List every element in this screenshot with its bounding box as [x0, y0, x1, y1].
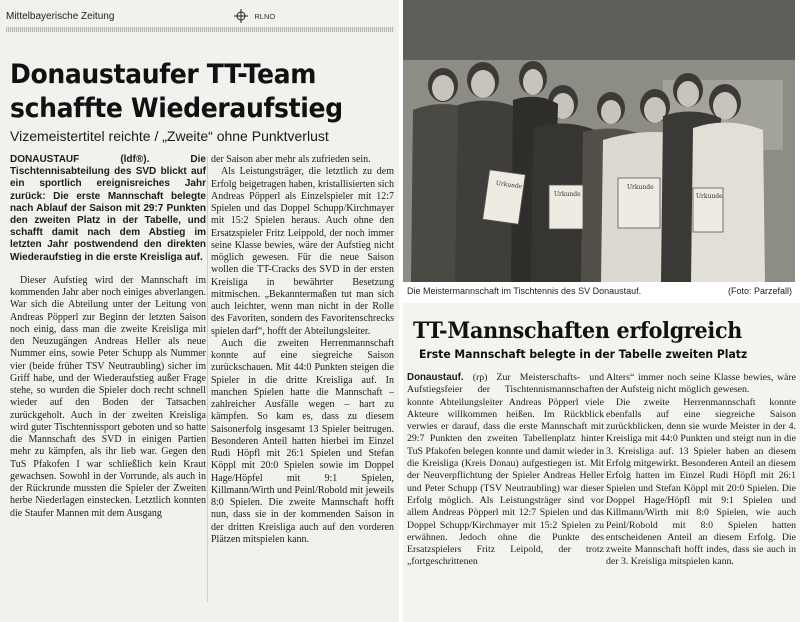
article-column-right — [211, 154, 394, 546]
certificate-text: Urkunde — [627, 184, 654, 191]
body-paragraph: Die zweite Herrenmannschaft konnte ebenfalls auf eine siegreiche Saison zurückblicken, denn sie wurde Meister in der 4. Kreisliga mit 44:0 Punkten und steigt nun in die 3. Kreisliga auf. 13 Spieler haben an diesem Erfolg mitgewirkt. Besonderen Anteil an diesem Erfolg hatten im Einzel Rudi Höpfl mit 26:1 Spielen und Stefan Köppl mit 20:0 Spielen. Die Doppel Hage/Höpfl mit 9:1 Spielen und Killmann/Wirth mit 8:0 Spielen, wie auch Peinl/Robold mit 8:0 Spielen hatten entscheidenen Anteil an diesem Erfolg. Die zweite Mannschaft hofft indes, dass sie auch in der 3. Kreisliga mitspielen kann. — [606, 396, 796, 568]
lead-paragraph: DONAUSTAUF (ldf®). Die Tischtennisabteilung des SVD blickt auf ein sportlich ereignisreiches Jahr zurück: Die erste Mannschaft belegte nach Ablauf der Saison mit 29:7 Punkten den zweiten Platz in der Tabelle, und schafft damit nach dem Abstieg im letzten Jahr postwendend den direkten Wiederaufstieg in die erste Kreisliga auf. — [10, 154, 206, 263]
photo-caption — [407, 286, 792, 296]
dateline: Donaustauf. — [407, 372, 464, 383]
article2-column-right — [606, 372, 796, 569]
headline-line-1: Donaustaufer TT-Team — [10, 59, 317, 90]
article-column-left — [10, 154, 206, 520]
subheadline-2: Erste Mannschaft belegte in der Tabelle zweiten Platz — [419, 347, 748, 361]
article2-column-left — [407, 372, 604, 569]
photo-credit: (Foto: Parzefall) — [727, 286, 792, 296]
team-photo — [403, 0, 795, 282]
certificate-text: Urkunde — [554, 191, 581, 198]
subheadline: Vizemeistertitel reichte / „Zweite“ ohne Punktverlust — [10, 128, 329, 144]
headline-2: TT-Mannschaften erfolgreich — [413, 318, 743, 344]
crosshair-icon — [234, 9, 248, 23]
headline — [10, 58, 368, 126]
masthead — [6, 6, 394, 26]
body-paragraph: der Saison aber mehr als zufrieden sein. — [211, 154, 371, 165]
certificate-text: Urkunde — [495, 179, 523, 191]
masthead-rule — [6, 27, 394, 32]
caption-text: Die Meistermannschaft im Tischtennis des SV Donaustauf. — [407, 286, 642, 296]
column-divider — [207, 156, 208, 602]
body-text: (rp) Zur Meisterschafts- und Aufstiegsfeier der Tischtennismannschaften konnte Abteilungsleiter Andreas Pöpperl viele Akteure willkommen heißen. Im Rückblick verwies er darauf, dass die erste Mannschaft mit 29:7 Punkten den zweiten Tabellenplatz hinter TuS Pfakofen belegen konnte und damit wieder in die Kreisliga (Kreis Donau) aufgestiegen ist. Mit der Neuverpflichtung der Spieler Andreas Heller und Peter Schupp (TSV Neutraubling) war dieser Erfolg möglich. Als Leistungsträger sind vor allem Andreas Pöpperl mit 12:7 Spielen und das Doppel Schupp/Kirchmayer mit 15:2 Spielen zu erwähnen. Jedoch ohne die Punkte des Ersatzspielers Fritz Leipold, der trotz „fortgeschrittenen — [407, 372, 604, 568]
edition-label: RLNO — [254, 11, 276, 21]
body-paragraph — [407, 372, 604, 569]
certificate-text: Urkunde — [696, 193, 723, 200]
body-paragraph: Auch die zweiten Herrenmannschaft konnte auf eine siegreiche Saison zurückschauen. Mit 44:0 Punkten steigen die Spieler in die dritte Kreisliga auf. In manchen Spielen hatte die Mannschaft – zahlreicher Ausfälle wegen – hart zu kämpfen. So kam es, dass zu diesem Saisonerfolg insgesamt 13 Spieler beitrugen. Besonderen Anteil hatten hierbei im Einzel Rudi Höpfl mit 26:1 Spielen und Stefan Köppl mit 20:0 Spielen sowie im Doppel Hage/Höpfel mit 9:1 Spielen, Killmann/Wirth und Peinl/Robold mit jeweils 8:0 Spielen. Die zweite Mannschaft hofft nun, dass sie in der kommenden Saison in der dritten Kreisliga auch auf den vorderen Plätzen mitspielen kann. — [211, 337, 394, 545]
headline-line-2: schaffte Wiederaufstieg — [10, 93, 343, 124]
body-paragraph: Als Leistungsträger, die letztlich zu dem Erfolg beigetragen haben, kristallisierten sich Andreas Pöpperl als Einzelspieler mit 12:7 Spielen und das Doppel Schupp/Kirchmayer mit 15:2 Spielen heraus. Auch ohne den Ersatzspieler Fritz Leippold, der noch immer seine Klasse bewies, wäre der Aufstieg nicht möglich gewesen. Für die neue Saison wollen die TT-Cracks des SVD in der ersten Kreisliga in bewährter Besetzung mitmischen. „Bekanntermaßen tut man sich auch leichter, wenn man nicht in der Rolle des Favoriten, sondern des Favoritenschrecks spielen darf“, hofft der Abteilungsleiter. — [211, 166, 394, 337]
newspaper-name: Mittelbayerische Zeitung — [6, 10, 115, 22]
body-paragraph: Dieser Aufstieg wird der Mannschaft im kommenden Jahr aber noch einiges abverlangen. War sich die Abteilung unter der Leitung von Andreas Pöpperl zur Beginn der letzten Saison noch einig, dass man die zweite Kreisliga mit den Neuzugängen Andreas Heller als neue Nummer eins, sowie Peter Schupp als Nummer vier (beide früher TSV Neutraubling) sicher im Griff habe, und der Wiederaufstieg außer Frage stehe, so wurden die Spieler doch recht schnell wieder auf den Boden der Tatsachen zurückgeholt. Auch in der zweiten Kreisliga wird guter Tischtennissport geboten und so hatte die Mannschaft des SVD in einigen Partien mehr zu kämpfen, als ihr lieb war. Gegen den TuS Pfakofen I war schließlich kein Kraut gewachsen. Sowohl in der Vorrunde, als auch in der Rückrunde mussten die Spieler der Zweiten herbe Niederlagen einstecken. Letztlich konnten die Staufer Mannen mit dem Ausgang — [10, 274, 206, 519]
body-paragraph: Alters“ immer noch seine Klasse bewies, wäre der Aufsteig nicht möglich gewesen. — [606, 372, 796, 396]
team-photo-illustration — [403, 0, 795, 282]
